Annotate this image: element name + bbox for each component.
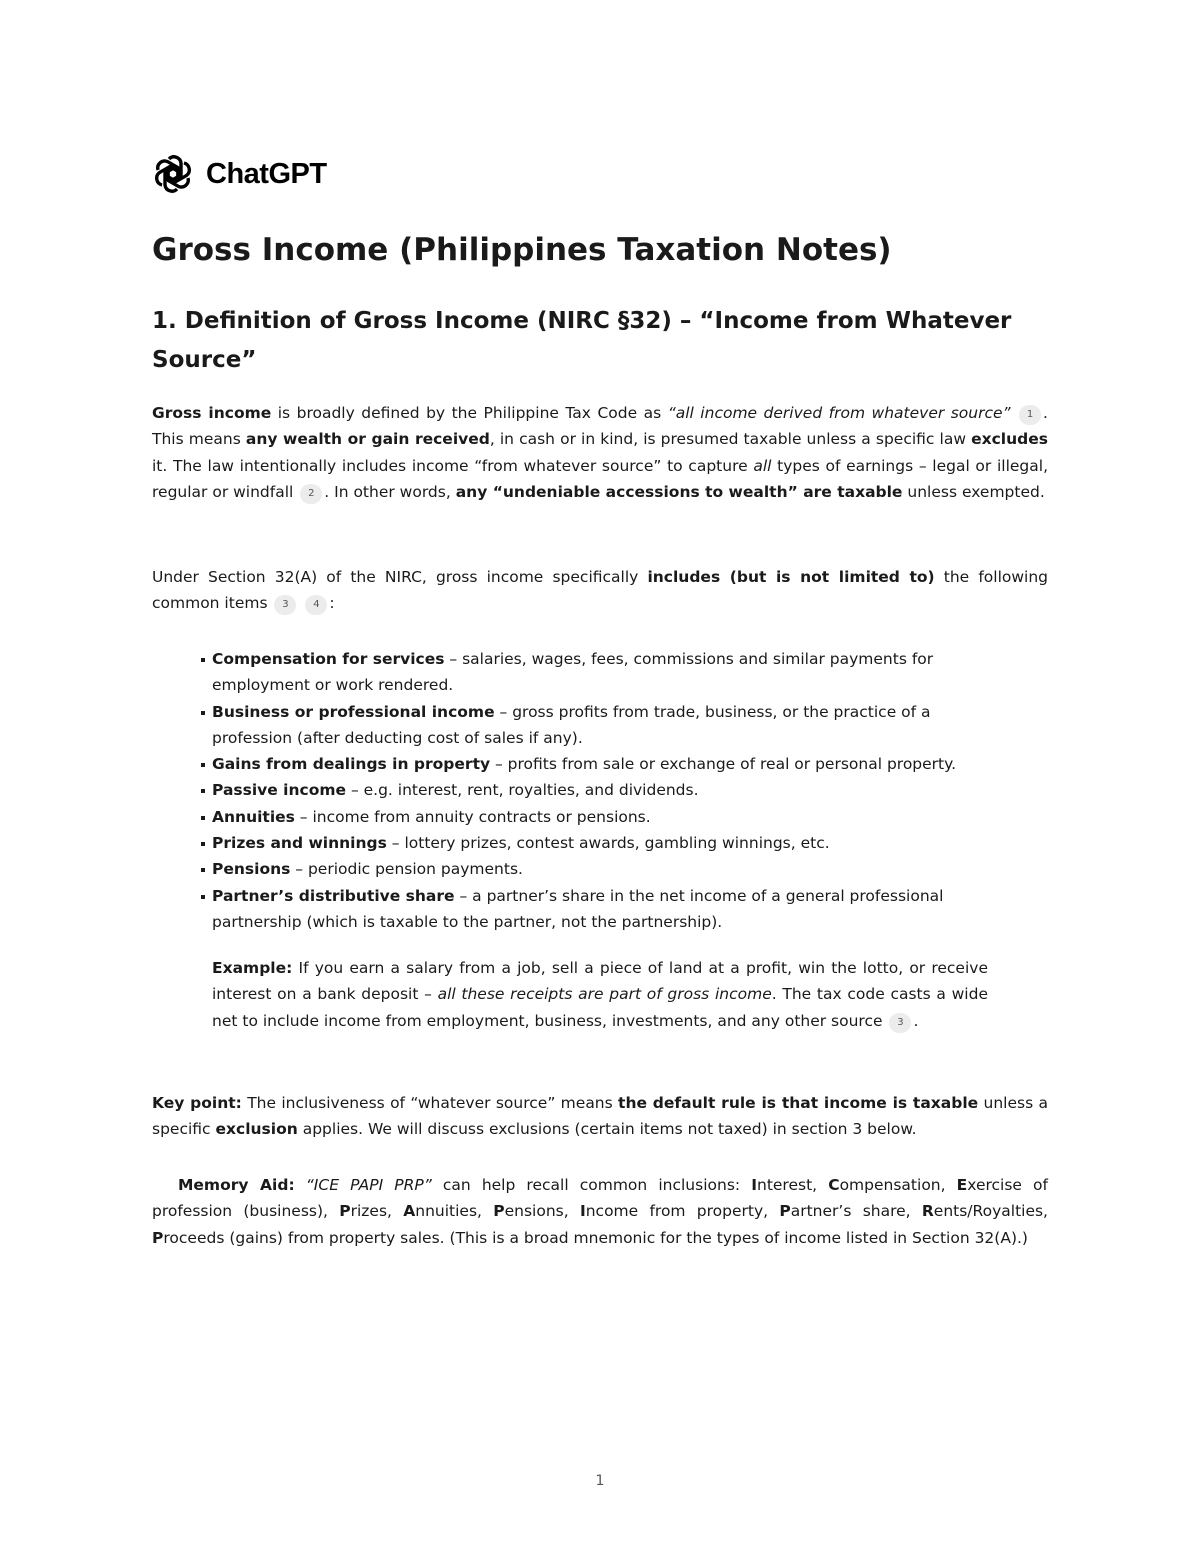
list-item-description: – e.g. interest, rent, royalties, and dividends. <box>346 781 699 800</box>
list-item-description: – gross profits from trade, business, or the practice of a profession (after deducting cost of sales if any). <box>212 702 931 747</box>
mnemonic-word: roceeds (gains) from property sales. <box>163 1228 445 1247</box>
text: , in cash or in kind, is presumed taxable unless a specific law <box>489 430 972 449</box>
mnemonic-word: nnuities, <box>415 1202 494 1221</box>
text: . In other words, <box>324 482 456 501</box>
example-label: Example: <box>212 959 293 977</box>
text: (This is a broad mnemonic for the types of income listed in Section 32(A).) <box>444 1228 1028 1247</box>
list-item-description: – income from annuity contracts or pensions. <box>294 807 651 826</box>
text: types of earnings – legal or illegal, regular or windfall <box>152 456 1049 501</box>
text: : <box>329 594 335 613</box>
text: applies. We will discuss exclusions (certain items not taxed) in section 3 below. <box>297 1120 917 1139</box>
mnemonic-initial: P <box>779 1202 791 1221</box>
italic-text: all <box>753 456 772 475</box>
list-item <box>198 699 988 752</box>
definition-paragraph <box>152 400 1048 505</box>
openai-logo-icon <box>152 153 194 195</box>
bold-text: excludes <box>971 430 1048 449</box>
list-item-term: Partner’s distributive share <box>212 886 455 905</box>
list-item <box>198 751 988 777</box>
text: is broadly defined by the Philippine Tax Code as <box>271 404 668 422</box>
key-point-label: Key point: <box>152 1094 242 1112</box>
document-title: Gross Income (Philippines Taxation Notes) <box>152 232 892 268</box>
bold-text: the default rule is that income is taxable <box>618 1094 979 1112</box>
mnemonic-word: artner’s share, <box>790 1202 922 1221</box>
chatgpt-logo <box>152 152 327 196</box>
inclusions-intro-paragraph <box>152 564 1048 617</box>
text: . This means <box>152 404 1048 449</box>
text: unless a specific <box>152 1094 1048 1139</box>
list-item-term: Gains from dealings in property <box>212 755 491 774</box>
text: . <box>913 1011 919 1030</box>
text <box>295 1176 306 1194</box>
mnemonic-initial: I <box>579 1202 586 1221</box>
text: can help recall common inclusions: <box>431 1176 752 1194</box>
italic-quote: “all income derived from whatever source” <box>667 404 1011 422</box>
section-heading: 1. Definition of Gross Income (NIRC §32) – “Income from Whatever Source” <box>152 308 1012 373</box>
mnemonic-initial: A <box>403 1202 416 1221</box>
mnemonic-initial: C <box>828 1176 840 1194</box>
list-item-description: – salaries, wages, fees, commissions and similar payments for employment or work rendered. <box>212 650 934 695</box>
list-item-term: Passive income <box>212 781 347 800</box>
mnemonic-word: rizes, <box>350 1202 404 1221</box>
list-item <box>198 883 988 936</box>
brand-name: ChatGPT <box>206 157 327 190</box>
mnemonic-word: ompensation, <box>839 1176 957 1194</box>
mnemonic-word: xercise of profession (business), <box>152 1176 1048 1221</box>
bold-text: Gross income <box>152 404 272 422</box>
italic-text: all these receipts are part of gross income <box>437 985 772 1004</box>
mnemonic-initial: E <box>956 1176 968 1194</box>
mnemonic-word: nterest, <box>757 1176 829 1194</box>
inclusions-list <box>198 646 988 935</box>
page-number: 1 <box>595 1473 605 1489</box>
mnemonic-word: ensions, <box>504 1202 580 1221</box>
list-item-description: – a partner’s share in the net income of a general professional partnership (which is taxable to the partner, not the partnership). <box>212 886 944 931</box>
list-item <box>198 646 988 699</box>
footnote-marker[interactable]: 1 <box>1019 405 1041 425</box>
mnemonic-initial: I <box>751 1176 757 1194</box>
bold-text: any wealth or gain received <box>245 430 490 449</box>
list-item-term: Annuities <box>212 807 295 826</box>
text: If you earn a salary from a job, sell a piece of land at a profit, win the lotto, or receive interest on a bank deposit – <box>212 959 988 1004</box>
key-point-paragraph <box>152 1090 1048 1143</box>
list-item <box>198 830 988 856</box>
footnote-marker[interactable]: 4 <box>305 595 327 615</box>
text: Under Section 32(A) of the NIRC, gross income specifically <box>152 568 648 586</box>
mnemonic-word: ncome from property, <box>585 1202 780 1221</box>
mnemonic-initial: P <box>493 1202 505 1221</box>
footnote-marker[interactable]: 2 <box>300 484 322 504</box>
mnemonic-initial: P <box>339 1202 351 1221</box>
memory-aid-label: Memory Aid: <box>178 1176 295 1194</box>
list-item-description: – periodic pension payments. <box>290 860 523 879</box>
example-paragraph <box>212 955 988 1034</box>
text: the following common items <box>152 568 1049 613</box>
text: it. The law intentionally includes income “from whatever source” to capture <box>152 456 754 475</box>
list-item <box>198 804 988 830</box>
bold-text: includes (but is not limited to) <box>647 568 935 586</box>
mnemonic-word: ents/Royalties, <box>933 1202 1048 1221</box>
list-item-description: – profits from sale or exchange of real or personal property. <box>490 755 957 774</box>
list-item <box>198 856 988 882</box>
footnote-marker[interactable]: 3 <box>889 1013 911 1033</box>
bold-text: any “undeniable accessions to wealth” are taxable <box>455 482 903 501</box>
mnemonic: “ICE PAPI PRP” <box>305 1176 432 1194</box>
mnemonic-initial: P <box>152 1228 164 1247</box>
list-item-description: – lottery prizes, contest awards, gambling winnings, etc. <box>386 834 830 853</box>
memory-aid-paragraph <box>152 1172 1048 1251</box>
list-item <box>198 777 988 803</box>
mnemonic-initial: R <box>921 1202 934 1221</box>
text: The inclusiveness of “whatever source” means <box>241 1094 619 1112</box>
list-item-term: Prizes and winnings <box>212 834 387 853</box>
text: . The tax code casts a wide net to include income from employment, business, investments, and any other source <box>212 985 988 1030</box>
list-item-term: Business or professional income <box>212 702 495 721</box>
list-item-term: Compensation for services <box>212 650 445 668</box>
bold-text: exclusion <box>215 1120 298 1139</box>
text: unless exempted. <box>902 482 1045 501</box>
list-item-term: Pensions <box>212 860 291 879</box>
footnote-marker[interactable]: 3 <box>274 595 296 615</box>
